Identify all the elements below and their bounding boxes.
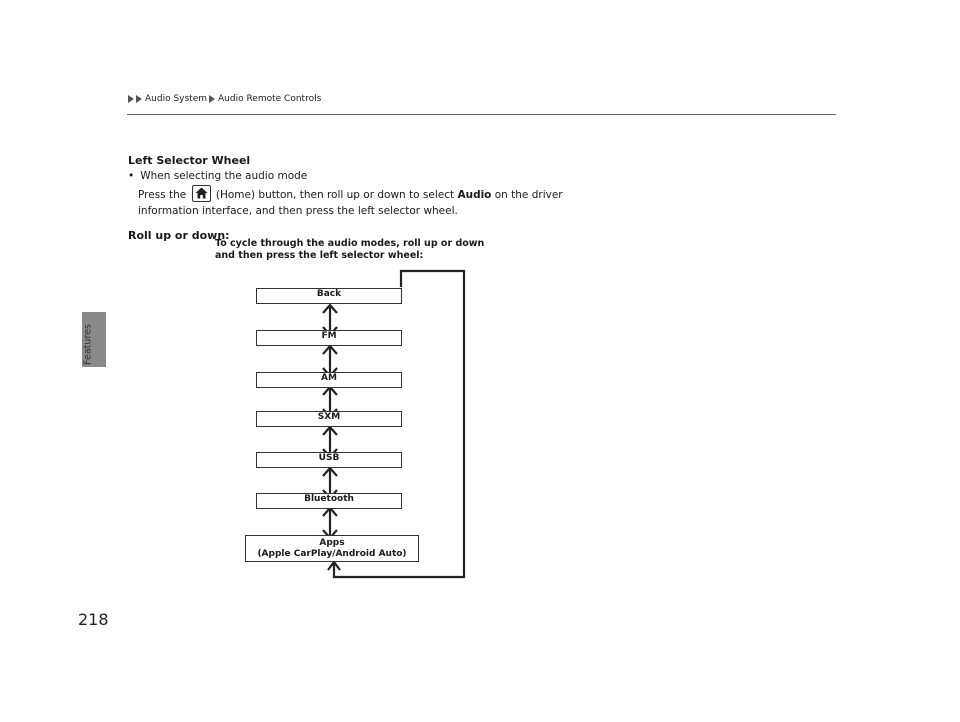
mode-sublabel: (Apple CarPlay/Android Auto) (257, 548, 407, 559)
mode-box-bluetooth (256, 493, 402, 509)
mode-label: Bluetooth (304, 494, 354, 504)
paragraph-text: (Home) button, then roll up or down to select (212, 189, 458, 201)
mode-box-fm (256, 330, 402, 346)
subsection-title: Roll up or down: (128, 229, 230, 242)
mode-label: Back (316, 289, 342, 299)
mode-label: SXM (317, 412, 341, 422)
page-number: 218 (78, 610, 109, 629)
mode-box-apps (245, 535, 419, 562)
mode-label: Apps (319, 537, 345, 548)
section-title: Left Selector Wheel (128, 154, 251, 167)
mode-label: FM (321, 331, 337, 341)
mode-box-am (256, 372, 402, 388)
mode-box-sxm (256, 411, 402, 427)
paragraph-text: Press the (138, 189, 190, 201)
mode-box-back (256, 288, 402, 304)
paragraph-text: on the driver information interface, and then press the left selector wheel. (138, 189, 563, 217)
bullet-text: When selecting the audio mode (140, 170, 308, 182)
paragraph-bold-term: Audio (457, 189, 492, 201)
mode-label: USB (318, 453, 340, 463)
section-tab-label: Features (82, 324, 94, 365)
bullet-marker: • (128, 170, 135, 182)
breadcrumb-item[interactable]: Audio Remote Controls (218, 94, 322, 104)
double-arrow-icon (323, 508, 337, 538)
mode-label: AM (321, 373, 337, 383)
mode-box-usb (256, 452, 402, 468)
breadcrumb-item[interactable]: Audio System (145, 94, 208, 104)
diagram-caption: To cycle through the audio modes, roll up or down and then press the left selector wheel: (215, 238, 485, 261)
